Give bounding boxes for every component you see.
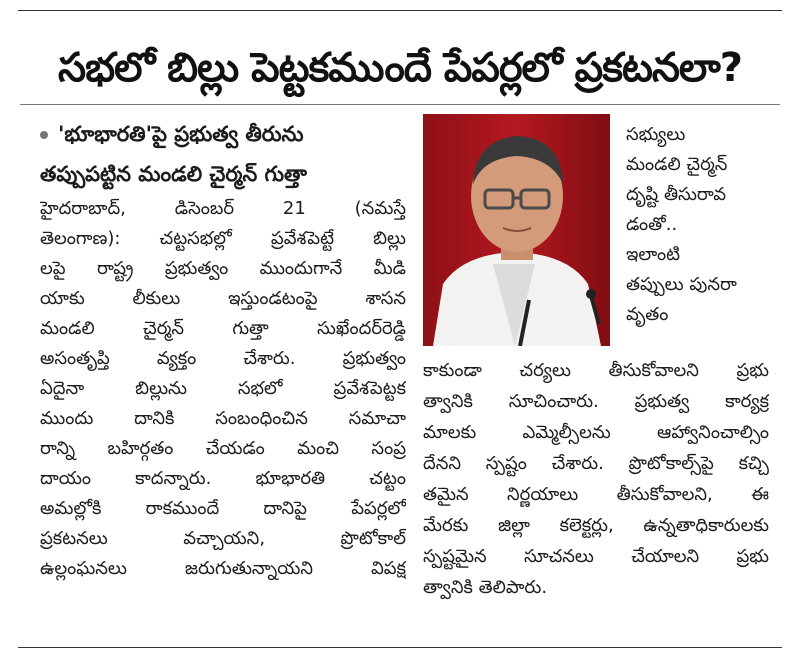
subheadline-line-2: తప్పుపట్టిన మండలి చైర్మన్ గుత్తా — [40, 162, 308, 186]
body-line: మేరకు జిల్లా కలెక్టర్లు, ఉన్నతాధికారులకు — [423, 515, 769, 536]
body-line: తెలంగాణ): చట్టసభల్లో ప్రవేశపెట్టే బిల్లు — [40, 228, 406, 249]
body-line: మండలి చైర్మన్ గుత్తా సుఖేందర్‌రెడ్డి — [40, 318, 406, 339]
body-line: అమల్లోకి రాకముందే దానిపై పేపర్లలో — [40, 498, 406, 519]
body-line: దేనని స్పష్టం చేశారు. ప్రొటోకాల్స్‌పై కచ్చి — [423, 453, 769, 474]
body-line: ప్రకటనలు వచ్చాయని, ప్రొటోకాల్ — [40, 528, 406, 549]
article-headline: సభలో బిల్లు పెట్టకముందే పేపర్లలో ప్రకటనలా? — [58, 45, 742, 91]
left-column — [40, 114, 406, 584]
body-line: ఇలాంటి — [626, 244, 681, 265]
body-line: లపై రాష్ట్ర ప్రభుత్వం ముందుగానే మీడి — [40, 258, 406, 279]
body-line: రాన్ని బహిర్గతం చేయడం మంచి సంప్ర — [40, 438, 406, 459]
right-column-bottom — [423, 355, 769, 603]
subheadline-line-1: 'భూభారతి'పై ప్రభుత్వ తీరును — [40, 114, 406, 154]
portrait-illustration — [423, 114, 610, 346]
body-line: స్పష్టమైన సూచనలు చేయాలని ప్రభు — [423, 546, 769, 567]
body-line: త్వానికి తెలిపారు. — [423, 577, 548, 598]
body-line: తప్పులు పునరా — [626, 274, 737, 295]
headline-divider — [20, 104, 780, 105]
body-line: ముందు దానికి సంబంధించిన సమాచా — [40, 408, 406, 429]
bullet-icon — [40, 131, 48, 139]
left-body-text — [40, 194, 406, 584]
body-line: దృష్టి తీసురావ — [626, 184, 727, 205]
body-line: హైదరాబాద్, డిసెంబర్ 21 (నమస్తే — [40, 198, 406, 219]
body-line: కాకుండా చర్యలు తీసుకోవాలని ప్రభు — [423, 360, 769, 381]
body-line: మాలకు ఎమ్మెల్సీలను ఆహ్వానించాల్సిం — [423, 422, 769, 443]
portrait-photo — [423, 114, 610, 346]
body-line: త్వానికి సూచించారు. ప్రభుత్వ కార్యక్ర — [423, 391, 769, 412]
body-line: వృతం — [626, 304, 669, 325]
body-line: ఏదైనా బిల్లును సభలో ప్రవేశపెట్టక — [40, 378, 406, 399]
right-column-top — [626, 120, 776, 330]
body-line: మండలి చైర్మన్ — [626, 154, 728, 175]
body-line: యాకు లీకులు ఇస్తుండటంపై శాసన — [40, 288, 406, 309]
body-line: అసంతృప్తి వ్యక్తం చేశారు. ప్రభుత్వం — [40, 348, 406, 369]
body-line: ఉల్లంఘనలు జరుగుతున్నాయని విపక్ష — [40, 558, 406, 579]
body-line: దాయం కాదన్నారు. భూభారతి చట్టం — [40, 468, 406, 489]
body-line: డంతో.. — [626, 214, 678, 235]
body-line: తమైన నిర్ణయాలు తీసుకోవాలని, ఈ — [423, 484, 769, 505]
body-line: సభ్యులు — [626, 124, 686, 145]
